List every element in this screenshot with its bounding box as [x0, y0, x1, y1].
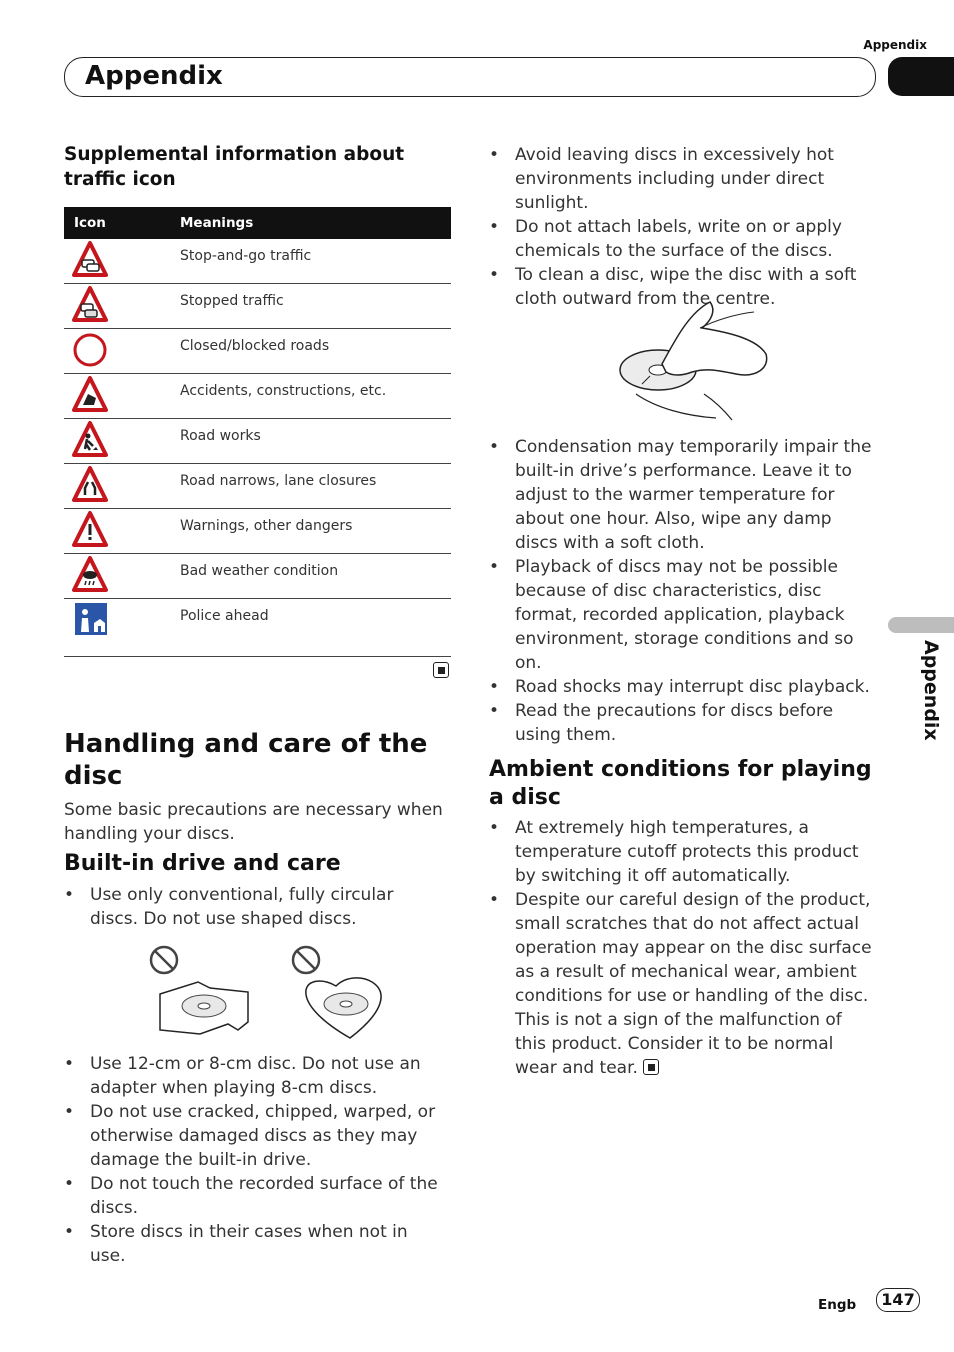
- column-header-icon: Icon: [64, 207, 170, 239]
- side-tab-label: Appendix: [920, 640, 942, 741]
- list-item: • To clean a disc, wipe the disc with a soft cloth outward from the centre.: [489, 263, 874, 311]
- list-item: • Do not attach labels, write on or apply chemicals to the surface of the discs.: [489, 215, 874, 263]
- list-item: • Use only conventional, fully circular discs. Do not use shaped discs.: [64, 883, 444, 931]
- side-tab-marker: [888, 617, 954, 633]
- right-bullets-top-block: [489, 143, 874, 311]
- table-row: [64, 554, 451, 599]
- table-cell-meaning: Stopped traffic: [170, 284, 451, 329]
- stopped-traffic-icon: [72, 284, 108, 324]
- list-item: • Condensation may temporarily impair the built-in drive’s performance. Leave it to adjust to the warmer temperature for about one hour. Also, wipe any damp discs with a soft cloth.: [489, 435, 874, 555]
- list-item: • At extremely high temperatures, a temperature cutoff protects this product by switching it off automatically.: [489, 816, 874, 888]
- handling-title: Handling and care of the disc: [64, 729, 428, 791]
- table-end-mark: [433, 661, 449, 680]
- list-item: • Do not use cracked, chipped, warped, or otherwise damaged discs as they may damage the built-in drive.: [64, 1100, 444, 1172]
- table-cell-icon: [64, 599, 170, 657]
- list-item: • Road shocks may interrupt disc playback.: [489, 675, 874, 699]
- list-item: • Avoid leaving discs in excessively hot environments including under direct sunlight.: [489, 143, 874, 215]
- handling-block: [64, 728, 454, 846]
- table-cell-meaning: Bad weather condition: [170, 554, 451, 599]
- end-of-section-icon: [433, 662, 449, 678]
- ambient-bullets: [489, 816, 874, 1080]
- prohibited-icon: [151, 947, 177, 973]
- table-row: [64, 599, 451, 657]
- list-item: • Read the precautions for discs before using them.: [489, 699, 874, 747]
- shaped-discs-illustration: [140, 942, 400, 1042]
- right-bullets-mid-block: [489, 435, 874, 747]
- table-row: [64, 284, 451, 329]
- traffic-icon-table: [64, 207, 451, 657]
- header-tab-marker: [888, 57, 954, 96]
- builtin-bullets-top: [64, 883, 444, 931]
- warning-icon: [72, 509, 108, 549]
- road-works-icon: [72, 419, 108, 459]
- list-item-text: Despite our careful design of the product, small scratches that do not affect actual operation may appear on the disc surface as a result of mechanical wear, ambient conditions for use or handling of the disc. This is not a sign of the malfunction of this product. Consider it to be normal wear and tear.: [515, 890, 872, 1078]
- list-item: • Use 12-cm or 8-cm disc. Do not use an adapter when playing 8-cm discs.: [64, 1052, 444, 1100]
- ambient-heading: Ambient conditions for playing a disc: [489, 757, 872, 810]
- running-header: Appendix: [863, 38, 927, 52]
- builtin-heading: Built-in drive and care: [64, 851, 341, 876]
- table-header-row: [64, 207, 451, 239]
- table-cell-meaning: Road works: [170, 419, 451, 464]
- table-row: [64, 329, 451, 374]
- table-cell-icon: [64, 374, 170, 419]
- table-cell-meaning: Accidents, constructions, etc.: [170, 374, 451, 419]
- prohibited-icon: [293, 947, 319, 973]
- table-cell-icon: [64, 419, 170, 464]
- table-cell-meaning: Road narrows, lane closures: [170, 464, 451, 509]
- table-cell-meaning: Warnings, other dangers: [170, 509, 451, 554]
- traffic-heading: Supplemental information about traffic icon: [64, 144, 405, 190]
- bad-weather-icon: [72, 554, 108, 594]
- table-cell-icon: [64, 464, 170, 509]
- list-item: • Playback of discs may not be possible because of disc characteristics, disc format, recorded application, playback environment, storage conditions and so on.: [489, 555, 874, 675]
- list-item: • Do not touch the recorded surface of the discs.: [64, 1172, 444, 1220]
- ambient-block: [489, 756, 874, 1080]
- builtin-block: [64, 850, 444, 931]
- table-row: [64, 464, 451, 509]
- table-cell-icon: [64, 329, 170, 374]
- right-bullets-mid: [489, 435, 874, 747]
- police-icon: [72, 599, 108, 639]
- heart-disc-icon: [306, 978, 381, 1038]
- table-cell-icon: [64, 239, 170, 284]
- table-cell-icon: [64, 554, 170, 599]
- closed-road-icon: [72, 329, 108, 369]
- table-cell-meaning: Closed/blocked roads: [170, 329, 451, 374]
- section-title: Appendix: [85, 61, 223, 91]
- table-cell-icon: [64, 509, 170, 554]
- column-header-meanings: Meanings: [170, 207, 451, 239]
- stop-and-go-traffic-icon: [72, 239, 108, 279]
- list-item: [489, 888, 874, 1080]
- table-row: [64, 374, 451, 419]
- traffic-heading-block: [64, 142, 444, 192]
- table-cell-icon: [64, 284, 170, 329]
- handling-intro: Some basic precautions are necessary when handling your discs.: [64, 800, 443, 844]
- right-bullets-top: [489, 143, 874, 311]
- accident-icon: [72, 374, 108, 414]
- table-row: [64, 419, 451, 464]
- builtin-bullets-bottom-block: [64, 1052, 444, 1268]
- list-item: • Store discs in their cases when not in use.: [64, 1220, 444, 1268]
- language-code: Engb: [818, 1297, 857, 1313]
- disc-cleaning-illustration: [616, 298, 776, 424]
- table-row: [64, 239, 451, 284]
- shaped-disc-icon: [160, 982, 248, 1034]
- table-cell-meaning: Stop-and-go traffic: [170, 239, 451, 284]
- builtin-bullets-bottom: [64, 1052, 444, 1268]
- end-of-section-icon: [643, 1059, 659, 1075]
- section-header-bar: [64, 57, 876, 97]
- table-row: [64, 509, 451, 554]
- table-cell-meaning: Police ahead: [170, 599, 451, 657]
- page-number: 147: [876, 1288, 920, 1312]
- road-narrows-icon: [72, 464, 108, 504]
